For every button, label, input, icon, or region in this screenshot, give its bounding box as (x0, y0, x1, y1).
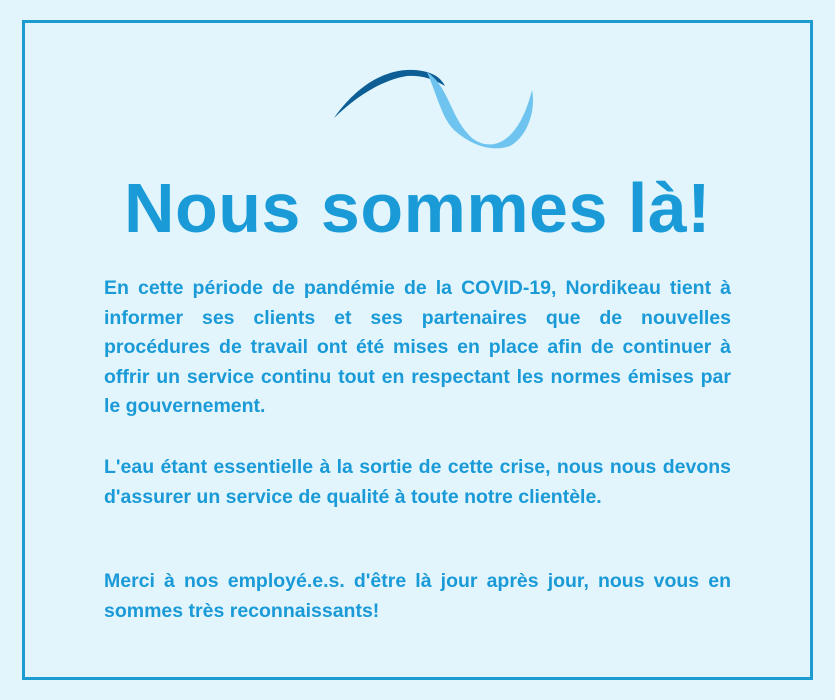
page-title: Nous sommes là! (123, 169, 712, 247)
paragraph-water-essential: L'eau étant essentielle à la sortie de cette crise, nous nous devons d'assurer un service de qualité à toute notre clientèle. (104, 456, 731, 508)
paragraph-covid-procedures: En cette période de pandémie de la COVID-19, Nordikeau tient à informer ses clients et ses partenaires que de nouvelles procédures de travail ont été mises en place afin de continuer à offrir un service continu tout en respectant les normes émises par le gouvernement. (104, 277, 731, 417)
wave-logo-dark-arc (334, 70, 445, 118)
paragraph-thanks-employees: Merci à nos employé.e.s. d'être là jour après jour, nous vous en sommes très reconnaissants! (104, 570, 731, 622)
wave-logo-icon (332, 58, 538, 150)
